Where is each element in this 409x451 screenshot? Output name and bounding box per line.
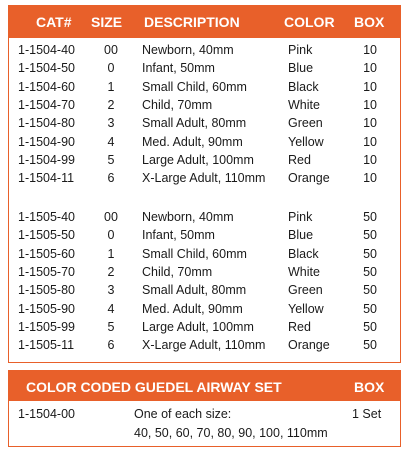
cell-cat: 1-1505-90 (18, 301, 75, 316)
cell-description: Child, 70mm (142, 264, 213, 279)
cell-color: Blue (288, 228, 314, 243)
cell-size: 4 (107, 134, 115, 149)
cell-description: Newborn, 40mm (142, 43, 234, 57)
cell-cat: 1-1504-70 (18, 97, 75, 112)
cell-description: Small Child, 60mm (142, 246, 247, 261)
cell-color: Red (288, 152, 311, 167)
table-row (9, 228, 400, 246)
cell-size: 1 (107, 79, 115, 94)
cell-cat: 1-1504-90 (18, 134, 75, 149)
cell-box: 10 (363, 116, 377, 131)
cell-color: Black (288, 79, 319, 94)
set-line1: One of each size: (134, 407, 232, 421)
table-row (9, 338, 400, 356)
table-row (9, 116, 400, 134)
header-cat: CAT# (36, 14, 72, 30)
cell-cat: 1-1504-80 (18, 116, 75, 131)
cell-size: 2 (107, 264, 115, 279)
cell-size: 3 (107, 116, 115, 131)
table-row (9, 265, 400, 283)
cell-color: Yellow (288, 134, 324, 149)
cell-cat: 1-1504-11 (18, 171, 75, 186)
cell-color: White (288, 97, 320, 112)
set-header (9, 371, 400, 401)
cell-cat: 1-1505-11 (18, 338, 75, 353)
cell-size: 1 (107, 246, 115, 261)
cell-size: 0 (107, 228, 115, 243)
cell-cat: 1-1505-50 (18, 228, 75, 243)
cell-box: 10 (363, 134, 377, 149)
set-box: 1 Set (352, 407, 382, 421)
cell-color: White (288, 264, 320, 279)
cell-cat: 1-1505-40 (18, 210, 75, 224)
header-box: BOX (354, 14, 385, 30)
cell-cat: 1-1505-70 (18, 264, 75, 279)
cell-description: Infant, 50mm (142, 61, 215, 76)
cell-color: Orange (288, 338, 330, 353)
cell-cat: 1-1505-80 (18, 283, 75, 298)
cell-size: 3 (107, 283, 115, 298)
cell-description: Med. Adult, 90mm (142, 134, 243, 149)
cell-color: Red (288, 319, 311, 334)
cell-box: 10 (363, 171, 377, 186)
cell-size: 00 (104, 210, 118, 224)
cell-color: Pink (288, 43, 313, 57)
cell-box: 50 (363, 319, 377, 334)
cell-box: 50 (363, 264, 377, 279)
table-row (9, 210, 400, 228)
cell-size: 4 (107, 301, 115, 316)
header-size: SIZE (91, 14, 123, 30)
table-row (9, 43, 400, 61)
table-row (9, 98, 400, 116)
cell-box: 50 (363, 301, 377, 316)
cell-color: Green (288, 116, 323, 131)
cell-description: Newborn, 40mm (142, 210, 234, 224)
cell-cat: 1-1504-99 (18, 152, 75, 167)
cell-box: 50 (363, 283, 377, 298)
set-cat: 1-1504-00 (18, 407, 75, 421)
set-title: COLOR CODED GUEDEL AIRWAY SET (26, 379, 282, 395)
cell-box: 10 (363, 152, 377, 167)
table-row (9, 61, 400, 79)
table-row (9, 320, 400, 338)
table-header (9, 6, 400, 38)
table-row (9, 283, 400, 301)
set-box-header: BOX (354, 379, 385, 395)
cell-color: Yellow (288, 301, 324, 316)
cell-box: 50 (363, 228, 377, 243)
cell-cat: 1-1504-60 (18, 79, 75, 94)
cell-color: Black (288, 246, 319, 261)
cell-color: Blue (288, 61, 314, 76)
set-line2: 40, 50, 60, 70, 80, 90, 100, 110mm (134, 426, 328, 440)
cell-cat: 1-1504-50 (18, 61, 75, 76)
cell-box: 50 (363, 338, 377, 353)
table-row (9, 302, 400, 320)
table-row (9, 171, 400, 189)
cell-description: Infant, 50mm (142, 228, 215, 243)
cell-box: 10 (363, 79, 377, 94)
cell-size: 6 (107, 338, 115, 353)
cell-description: Small Adult, 80mm (142, 116, 247, 131)
cell-description: X-Large Adult, 110mm (142, 338, 266, 353)
cell-description: Med. Adult, 90mm (142, 301, 243, 316)
table-row (9, 153, 400, 171)
cell-box: 50 (363, 210, 377, 224)
cell-size: 6 (107, 171, 115, 186)
cell-box: 10 (363, 43, 377, 57)
cell-size: 00 (104, 43, 118, 57)
cell-description: Large Adult, 100mm (142, 319, 254, 334)
cell-description: X-Large Adult, 110mm (142, 171, 266, 186)
header-color: COLOR (284, 14, 335, 30)
cell-color: Pink (288, 210, 313, 224)
cell-size: 2 (107, 97, 115, 112)
airway-table (8, 5, 401, 363)
cell-description: Child, 70mm (142, 97, 213, 112)
cell-box: 10 (363, 97, 377, 112)
cell-color: Green (288, 283, 323, 298)
cell-description: Small Adult, 80mm (142, 283, 247, 298)
cell-size: 5 (107, 319, 115, 334)
cell-description: Large Adult, 100mm (142, 152, 254, 167)
cell-box: 10 (363, 61, 377, 76)
cell-color: Orange (288, 171, 330, 186)
airway-set-table (8, 370, 401, 447)
table-row (9, 247, 400, 265)
table-row (9, 80, 400, 98)
cell-size: 0 (107, 61, 115, 76)
cell-cat: 1-1505-60 (18, 246, 75, 261)
cell-cat: 1-1505-99 (18, 319, 75, 334)
cell-box: 50 (363, 246, 377, 261)
cell-description: Small Child, 60mm (142, 79, 247, 94)
table-row (9, 135, 400, 153)
cell-cat: 1-1504-40 (18, 43, 75, 57)
header-description: DESCRIPTION (144, 14, 240, 30)
cell-size: 5 (107, 152, 115, 167)
